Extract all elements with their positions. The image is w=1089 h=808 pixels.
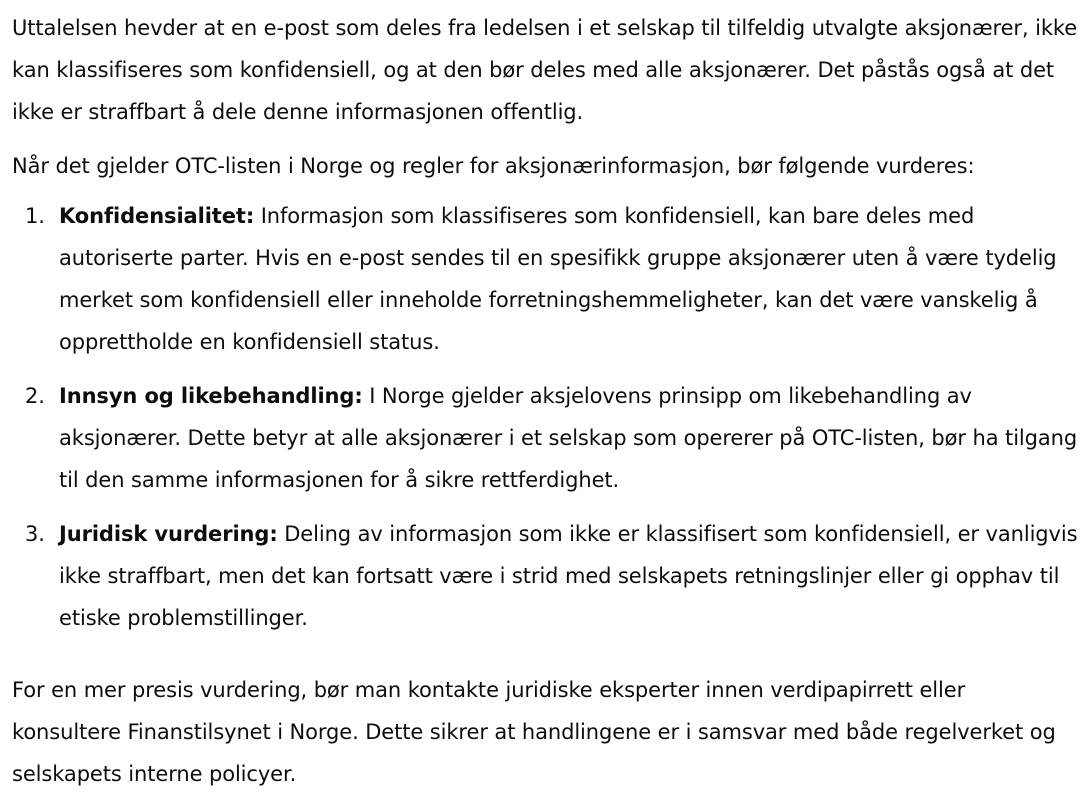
list-item <box>12 375 1079 501</box>
list-item-number: 1. <box>25 204 45 228</box>
list-item <box>12 195 1079 363</box>
list-item-text: I Norge gjelder aksjelovens prinsipp om likebehandling av aksjonærer. Dette betyr at alle aksjonærer i et selskap som opererer på OTC-listen, bør ha tilgang til den samme informasjonen for å sikre rettferdighet. <box>59 384 1078 492</box>
question-paragraph: Når det gjelder OTC-listen i Norge og regler for aksjonærinformasjon, bør følgende vurderes: <box>12 154 975 178</box>
list-item-title: Juridisk vurdering: <box>59 522 278 546</box>
numbered-list <box>12 195 1079 639</box>
list-item-number: 3. <box>25 522 45 546</box>
intro-paragraph: Uttalelsen hevder at en e-post som deles fra ledelsen i et selskap til tilfeldig utvalgte aksjonærer, ikke kan klassifiseres som konfidensiell, og at den bør deles med alle aksjonærer. Det påstås også at det ikke er straffbart å dele denne informasjonen offentlig. <box>12 16 1078 124</box>
list-item-title: Innsyn og likebehandling: <box>59 384 363 408</box>
list-item <box>12 513 1079 639</box>
list-item-number: 2. <box>25 384 45 408</box>
list-item-title: Konfidensialitet: <box>59 204 255 228</box>
list-item-text: Deling av informasjon som ikke er klassifisert som konfidensiell, er vanligvis ikke straffbart, men det kan fortsatt være i strid med selskapets retningslinjer eller gi opphav til etiske problemstillinger. <box>59 522 1078 630</box>
list-item-text: Informasjon som klassifiseres som konfidensiell, kan bare deles med autoriserte parter. Hvis en e-post sendes til en spesifikk gruppe aksjonærer uten å være tydelig merket som konfidensiell eller inneholde forretningshemmeligheter, kan det være vanskelig å opprettholde en konfidensiell status. <box>59 204 1057 354</box>
conclusion-paragraph: For en mer presis vurdering, bør man kontakte juridiske eksperter innen verdipapirrett eller konsultere Finanstilsynet i Norge. Dette sikrer at handlingene er i samsvar med både regelverket og selskapets interne policyer. <box>12 678 1056 786</box>
